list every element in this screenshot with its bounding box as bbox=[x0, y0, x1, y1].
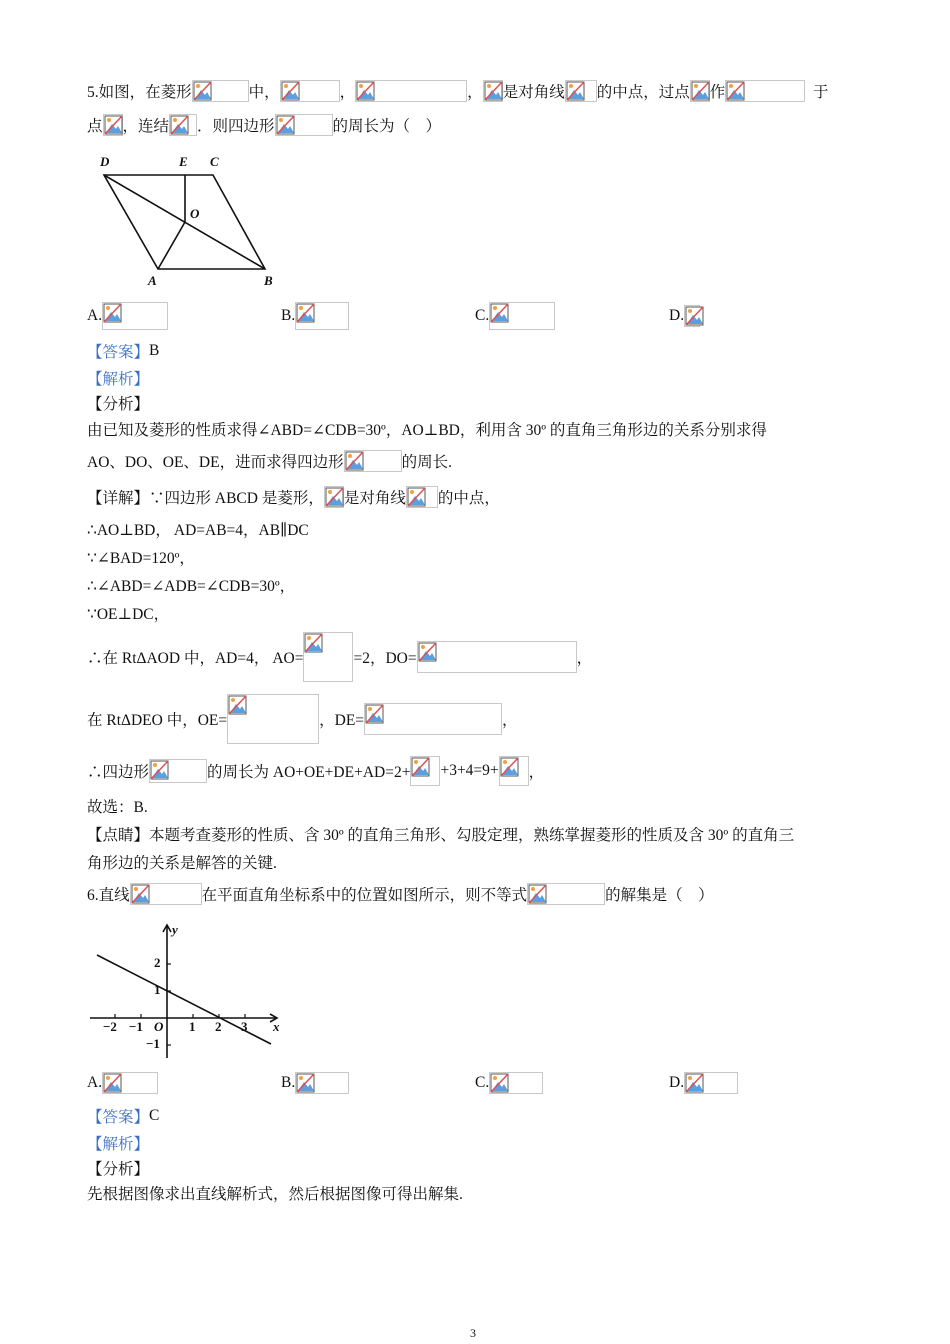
broken-image-icon bbox=[356, 81, 376, 101]
broken-image-icon bbox=[170, 115, 190, 135]
text-segment: ∵∠BAD=120º， bbox=[87, 550, 195, 567]
broken-image-icon bbox=[685, 306, 705, 326]
q5-detail-3 bbox=[87, 546, 195, 568]
text-segment: 的中点， bbox=[437, 490, 500, 507]
text-segment: ， bbox=[576, 650, 593, 667]
q6-analysis bbox=[87, 1182, 463, 1204]
broken-image-icon bbox=[193, 81, 213, 101]
broken-image-icon bbox=[103, 1073, 123, 1093]
broken-image-icon bbox=[411, 757, 431, 777]
tick-x-3: 3 bbox=[241, 1019, 248, 1034]
text-segment: 的周长为 AO+OE+DE+AD=2+ bbox=[207, 764, 411, 781]
formula-image-placeholder bbox=[725, 80, 805, 102]
text-segment: 作 bbox=[709, 84, 726, 101]
q5-detail-2 bbox=[87, 518, 309, 540]
broken-image-icon bbox=[490, 303, 510, 323]
broken-image-icon bbox=[500, 757, 520, 777]
origin-label: O bbox=[154, 1019, 164, 1034]
q5-options-a bbox=[87, 302, 168, 330]
text-segment: ， bbox=[528, 764, 545, 781]
formula-image-placeholder bbox=[684, 305, 700, 327]
text-segment: 【详解】∵四边形 ABCD 是菱形， bbox=[87, 490, 324, 507]
q5-options-c bbox=[475, 302, 555, 330]
text-segment: 故选：B. bbox=[87, 799, 148, 816]
section-tag: 【答案】 bbox=[87, 1109, 150, 1126]
broken-image-icon bbox=[726, 81, 746, 101]
label-b: B bbox=[264, 273, 273, 288]
label-e: E bbox=[179, 154, 188, 169]
text-segment: 的解集是（ ） bbox=[605, 887, 714, 904]
formula-image-placeholder bbox=[355, 80, 467, 102]
broken-image-icon bbox=[276, 115, 296, 135]
broken-image-icon bbox=[325, 487, 345, 507]
broken-image-icon bbox=[418, 642, 438, 662]
tick-x-2: 2 bbox=[215, 1019, 222, 1034]
text-segment: 角形边的关系是解答的关键. bbox=[87, 855, 277, 872]
formula-image-placeholder bbox=[102, 1072, 158, 1094]
q6-answer bbox=[87, 1105, 159, 1127]
text-segment: 先根据图像求出直线解析式，然后根据图像可得出解集. bbox=[87, 1186, 463, 1203]
broken-image-icon bbox=[296, 1073, 316, 1093]
q5-stem-2 bbox=[87, 114, 441, 136]
broken-image-icon bbox=[566, 81, 586, 101]
q6-fenxi bbox=[87, 1157, 149, 1179]
q5-detail-7 bbox=[87, 694, 518, 744]
formula-image-placeholder bbox=[499, 756, 529, 786]
q5-analysis-1 bbox=[87, 418, 767, 440]
text-segment: 的周长. bbox=[401, 454, 452, 471]
text-segment: 5.如图，在菱形 bbox=[87, 84, 192, 101]
segment-ao bbox=[158, 222, 185, 269]
broken-image-icon bbox=[281, 81, 301, 101]
broken-image-icon bbox=[691, 81, 711, 101]
q5-jiexi bbox=[87, 367, 149, 389]
text-segment: 中， bbox=[248, 84, 280, 101]
q6-options-d bbox=[669, 1072, 738, 1094]
label-d: D bbox=[100, 154, 110, 169]
text-segment: 于 bbox=[805, 84, 829, 101]
option-label: A. bbox=[87, 1074, 103, 1091]
text-segment: ．则四边形 bbox=[197, 118, 275, 135]
option-label: D. bbox=[669, 1074, 685, 1091]
formula-image-placeholder bbox=[303, 632, 353, 682]
text-segment: ∴∠ABD=∠ADB=∠CDB=30º， bbox=[87, 578, 296, 595]
text-segment: ， bbox=[339, 84, 356, 101]
q5-detail-5 bbox=[87, 602, 169, 624]
text-segment: ，DE= bbox=[319, 712, 365, 729]
q5-detail-1 bbox=[87, 486, 500, 508]
broken-image-icon bbox=[304, 633, 324, 653]
text-segment: 的周长为（ ） bbox=[332, 118, 442, 135]
option-label: D. bbox=[669, 307, 685, 324]
formula-image-placeholder bbox=[280, 80, 340, 102]
q5-options-d bbox=[669, 305, 700, 327]
text-segment: 的中点，过点 bbox=[596, 84, 690, 101]
text-segment: 由已知及菱形的性质求得∠ABD=∠CDB=30º，AO⊥BD，利用含 30º 的直角三角形边的关系分别求得 bbox=[87, 422, 767, 439]
text-segment: 6.直线 bbox=[87, 887, 130, 904]
label-a: A bbox=[148, 273, 157, 288]
q5-detail-8 bbox=[87, 756, 544, 786]
q6-options-a bbox=[87, 1072, 158, 1094]
q5-stem-1 bbox=[87, 80, 829, 102]
label-o: O bbox=[190, 206, 200, 221]
tick-y-1: 1 bbox=[154, 982, 161, 997]
text-segment: 点 bbox=[87, 118, 103, 135]
tick-x-neg1: −1 bbox=[129, 1019, 143, 1034]
option-label: B. bbox=[281, 1074, 296, 1091]
broken-image-icon bbox=[150, 760, 170, 780]
broken-image-icon bbox=[228, 695, 248, 715]
text-segment: ∴四边形 bbox=[87, 764, 150, 781]
coordinate-graph bbox=[85, 920, 290, 1065]
text-segment: 在平面直角坐标系中的位置如图所示，则不等式 bbox=[201, 887, 528, 904]
tick-y-2: 2 bbox=[154, 955, 161, 970]
formula-image-placeholder bbox=[489, 302, 555, 330]
q5-comment-2 bbox=[87, 851, 277, 873]
text-segment: 是对角线 bbox=[343, 490, 406, 507]
text-segment: 是对角线 bbox=[502, 84, 565, 101]
broken-image-icon bbox=[365, 704, 385, 724]
broken-image-icon bbox=[407, 487, 427, 507]
q5-answer bbox=[87, 340, 159, 362]
tick-x-1: 1 bbox=[189, 1019, 196, 1034]
q6-jiexi bbox=[87, 1132, 149, 1154]
text-segment: ， bbox=[502, 712, 518, 729]
tick-y-neg1: −1 bbox=[146, 1036, 160, 1051]
q6-options-c bbox=[475, 1072, 543, 1094]
formula-image-placeholder bbox=[344, 450, 402, 472]
text-segment: =2，DO= bbox=[353, 650, 417, 667]
formula-image-placeholder bbox=[102, 302, 168, 330]
broken-image-icon bbox=[131, 884, 151, 904]
q5-fenxi bbox=[87, 392, 149, 414]
broken-image-icon bbox=[685, 1073, 705, 1093]
formula-image-placeholder bbox=[565, 80, 597, 102]
q6-stem bbox=[87, 883, 714, 905]
broken-image-icon bbox=[490, 1073, 510, 1093]
text-segment: ∵OE⊥DC， bbox=[87, 606, 170, 623]
broken-image-icon bbox=[484, 81, 504, 101]
q5-choice bbox=[87, 795, 148, 817]
formula-image-placeholder bbox=[295, 302, 349, 330]
text-segment: ∴在 RtΔAOD 中，AD=4， AO= bbox=[87, 650, 304, 667]
formula-image-placeholder bbox=[130, 883, 202, 905]
formula-image-placeholder bbox=[149, 759, 207, 783]
q5-comment-1 bbox=[87, 823, 794, 845]
formula-image-placeholder bbox=[483, 80, 503, 102]
section-tag: 【解析】 bbox=[87, 1136, 150, 1153]
formula-image-placeholder bbox=[192, 80, 249, 102]
text-segment: 【分析】 bbox=[87, 396, 150, 413]
text-segment: B bbox=[149, 342, 160, 359]
text-segment: +3+4=9+ bbox=[440, 762, 499, 779]
label-c: C bbox=[210, 154, 219, 169]
broken-image-icon bbox=[103, 303, 123, 323]
formula-image-placeholder bbox=[410, 756, 440, 786]
text-segment: 【分析】 bbox=[87, 1161, 150, 1178]
formula-image-placeholder bbox=[275, 114, 333, 136]
section-tag: 【解析】 bbox=[87, 371, 150, 388]
broken-image-icon bbox=[528, 884, 548, 904]
option-label: B. bbox=[281, 307, 296, 324]
formula-image-placeholder bbox=[364, 703, 502, 735]
text-segment: ， bbox=[467, 84, 483, 101]
broken-image-icon bbox=[296, 303, 316, 323]
formula-image-placeholder bbox=[690, 80, 710, 102]
formula-image-placeholder bbox=[406, 486, 438, 508]
q5-options-b bbox=[281, 302, 349, 330]
formula-image-placeholder bbox=[103, 114, 123, 136]
broken-image-icon bbox=[104, 115, 124, 135]
option-label: C. bbox=[475, 307, 490, 324]
broken-image-icon bbox=[345, 451, 365, 471]
section-tag: 【答案】 bbox=[87, 344, 150, 361]
q5-analysis-2 bbox=[87, 450, 452, 472]
text-segment: AO、DO、OE、DE，进而求得四边形 bbox=[87, 454, 344, 471]
option-label: C. bbox=[475, 1074, 490, 1091]
formula-image-placeholder bbox=[169, 114, 197, 136]
q6-options-b bbox=[281, 1072, 349, 1094]
text-segment: ∴AO⊥BD， AD=AB=4，AB∥DC bbox=[87, 522, 309, 539]
formula-image-placeholder bbox=[295, 1072, 349, 1094]
text-segment: ，连结 bbox=[122, 118, 170, 135]
text-segment: 【点睛】本题考查菱形的性质、含 30º 的直角三角形、勾股定理，熟练掌握菱形的性质及含 30º 的直角三 bbox=[87, 827, 795, 844]
text-segment: C bbox=[149, 1107, 160, 1124]
formula-image-placeholder bbox=[324, 486, 344, 508]
formula-image-placeholder bbox=[527, 883, 605, 905]
page-number: 3 bbox=[470, 1326, 476, 1340]
q5-detail-6 bbox=[87, 632, 592, 682]
text-segment: 在 RtΔDEO 中，OE= bbox=[87, 712, 228, 729]
y-axis-label: y bbox=[172, 922, 178, 937]
q5-detail-4 bbox=[87, 574, 295, 596]
formula-image-placeholder bbox=[489, 1072, 543, 1094]
formula-image-placeholder bbox=[227, 694, 319, 744]
option-label: A. bbox=[87, 307, 103, 324]
tick-x-neg2: −2 bbox=[103, 1019, 117, 1034]
formula-image-placeholder bbox=[417, 641, 577, 673]
x-axis-label: x bbox=[273, 1019, 280, 1034]
rhombus-figure bbox=[90, 150, 290, 295]
formula-image-placeholder bbox=[684, 1072, 738, 1094]
